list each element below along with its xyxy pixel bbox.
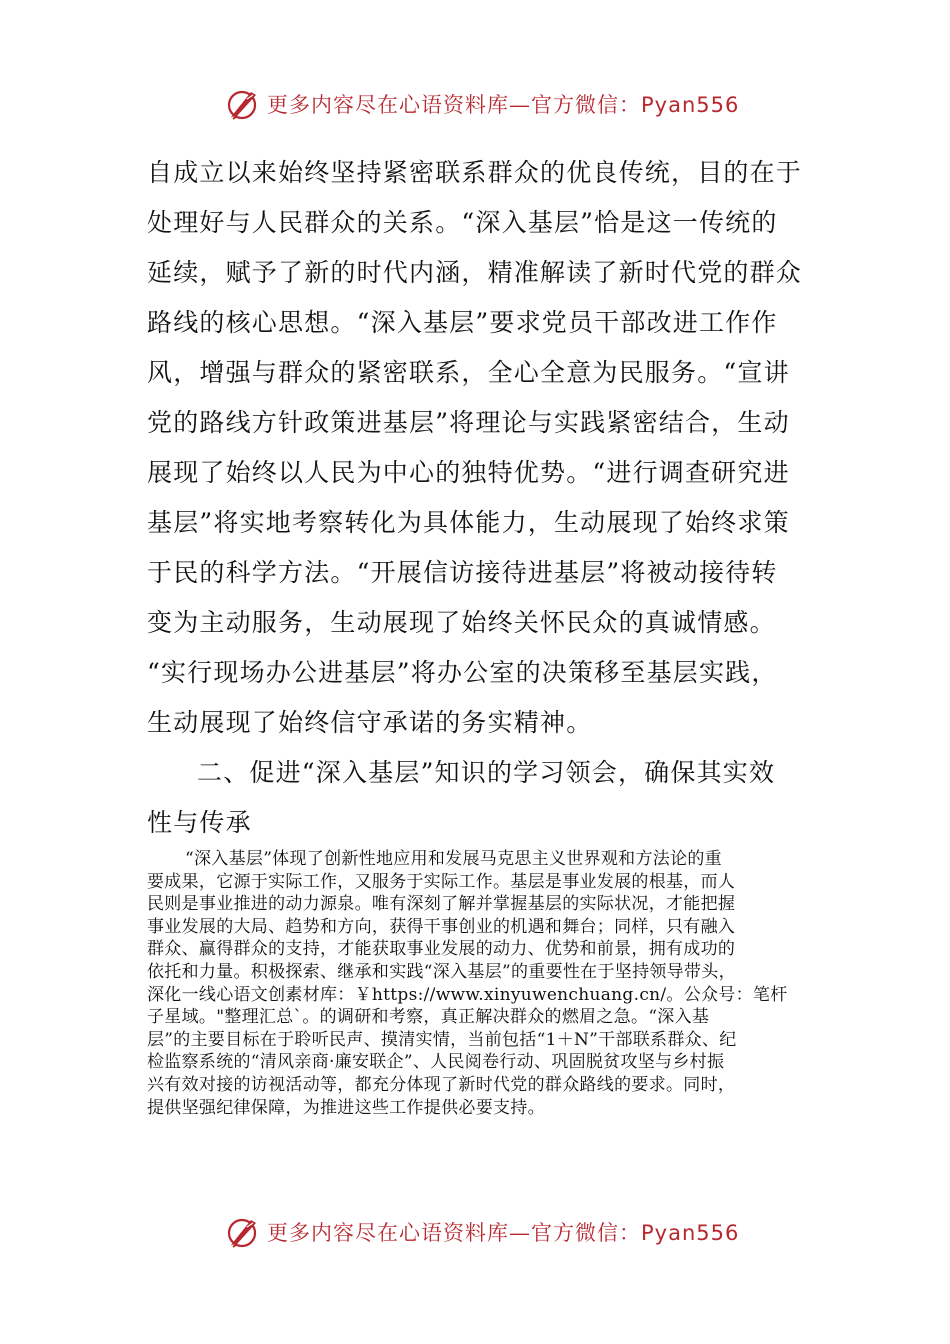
small-line: 兴有效对接的访视活动等，都充分体现了新时代党的群众路线的要求。同时， <box>147 1074 736 1095</box>
header-banner <box>225 84 745 124</box>
body-line: 路线的核心思想。“深入基层”要求党员干部改进工作作 <box>147 308 778 337</box>
small-line: 子星域。"整理汇总`。的调研和考察，真正解决群众的燃眉之急。“深入基 <box>147 1007 710 1028</box>
body-line: “实行现场办公进基层”将办公室的决策移至基层实践， <box>147 658 778 687</box>
small-line: 深化一线心语文创素材库：￥https://www.xinyuwenchuang.cn/。公众号：笔杆 <box>147 984 788 1005</box>
section-heading-continued: 性与传承 <box>147 808 252 837</box>
footer-banner <box>225 1212 745 1252</box>
small-line: 事业发展的大局、趋势和方向，获得干事创业的机遇和舞台；同样，只有融入 <box>147 916 736 937</box>
small-line: 层”的主要目标在于聆听民声、摸清实情，当前包括“1＋N”干部联系群众、纪 <box>147 1029 737 1050</box>
body-line: 于民的科学方法。“开展信访接待进基层”将被动接待转 <box>147 558 778 587</box>
body-line: 展现了始终以人民为中心的独特优势。“进行调查研究进 <box>147 458 790 487</box>
small-line: 依托和力量。积极探索、继承和实践“深入基层”的重要性在于坚持领导带头， <box>147 961 736 982</box>
section-heading: 二、促进“深入基层”知识的学习领会，确保其实效 <box>197 758 776 787</box>
main-body <box>147 148 803 848</box>
small-line: “深入基层”体现了创新性地应用和发展马克思主义世界观和方法论的重 <box>185 849 722 869</box>
small-line: 提供坚强纪律保障，为推进这些工作提供必要支持。 <box>147 1097 545 1118</box>
body-line: 处理好与人民群众的关系。“深入基层”恰是这一传统的 <box>147 208 778 237</box>
body-line: 党的路线方针政策进基层”将理论与实践紧密结合，生动 <box>147 408 790 437</box>
footer-wechat-id: Pyan556 <box>641 1221 740 1245</box>
body-line: 风，增强与群众的紧密联系，全心全意为民服务。“宣讲 <box>147 358 790 387</box>
small-line: 检监察系统的“清风亲商·廉安联企”、人民阅卷行动、巩固脱贫攻坚与乡村振 <box>147 1052 725 1073</box>
body-line: 生动展现了始终信守承诺的务实精神。 <box>147 708 593 737</box>
body-line: 延续，赋予了新的时代内涵，精准解读了新时代党的群众 <box>147 258 803 287</box>
small-paragraph <box>147 848 807 1119</box>
footer-brand-text: 更多内容尽在心语资料库—官方微信：Pyan556 <box>267 1221 740 1245</box>
quill-logo-icon <box>225 1214 261 1250</box>
small-line: 要成果，它源于实际工作，又服务于实际工作。基层是事业发展的根基，而人 <box>147 871 736 892</box>
body-line: 自成立以来始终坚持紧密联系群众的优良传统，目的在于 <box>147 158 803 187</box>
quill-logo-icon <box>225 86 261 122</box>
header-brand-text: 更多内容尽在心语资料库—官方微信：Pyan556 <box>267 93 740 117</box>
body-line: 基层”将实地考察转化为具体能力，生动展现了始终求策 <box>147 508 790 537</box>
header-wechat-id: Pyan556 <box>641 93 740 117</box>
small-line: 群众、赢得群众的支持，才能获取事业发展的动力、优势和前景，拥有成功的 <box>147 939 736 960</box>
body-line: 变为主动服务，生动展现了始终关怀民众的真诚情感。 <box>147 608 776 637</box>
small-line: 民则是事业推进的动力源泉。唯有深刻了解并掌握基层的实际状况，才能把握 <box>147 894 736 915</box>
